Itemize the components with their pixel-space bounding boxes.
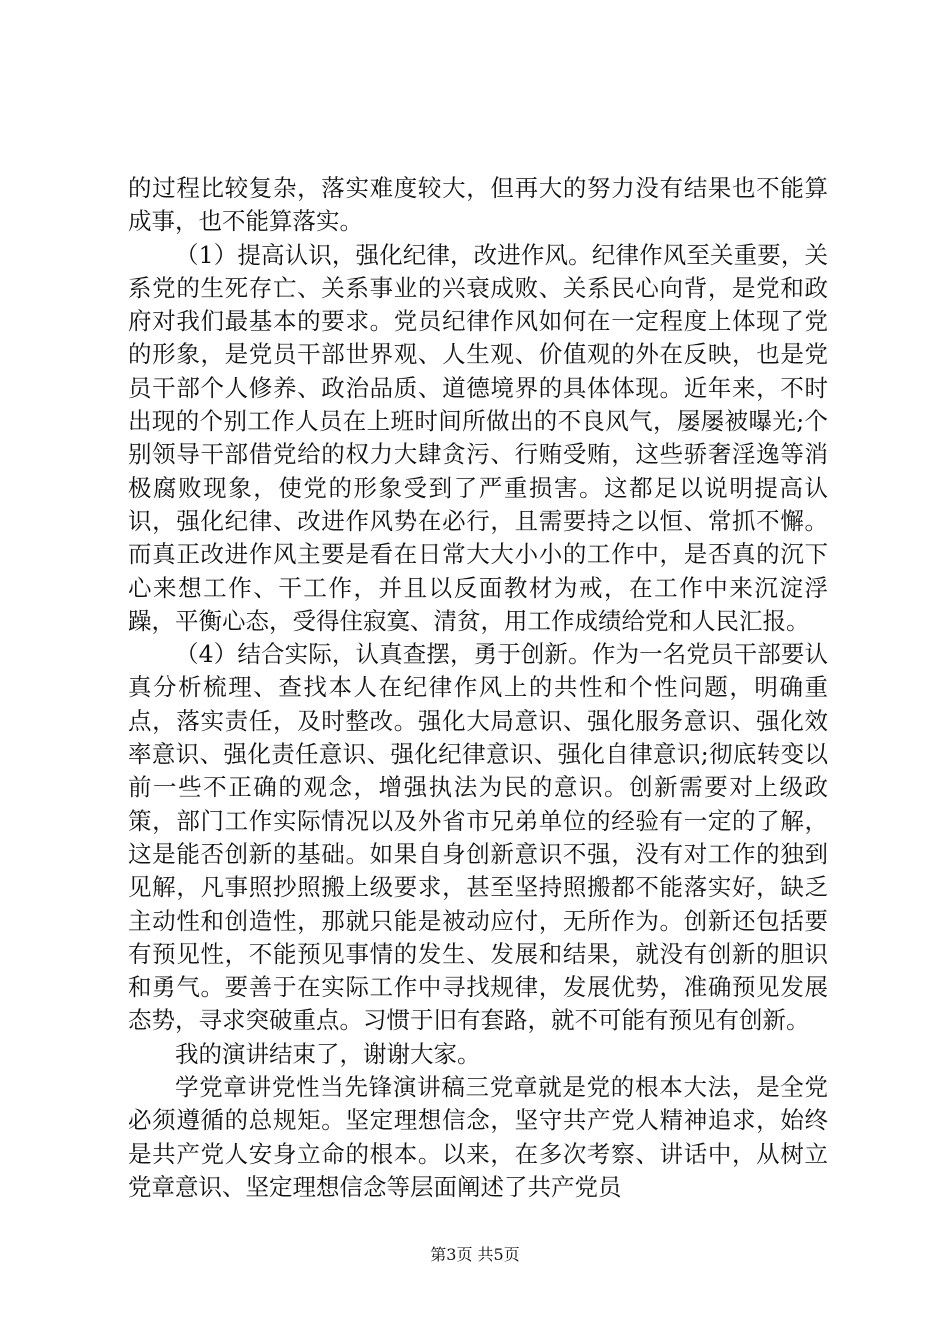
paragraph-discipline: （1）提高认识，强化纪律，改进作风。纪律作风至关重要，关系党的生死存亡、关系事业的兴衰成败、关系民心向背，是党和政府对我们最基本的要求。党员纪律作风如何在一定程度上体现了党的形象，是党员干部世界观、人生观、价值观的外在反映，也是党员干部个人修养、政治品质、道德境界的具体体现。近年来，不时出现的个别工作人员在上班时间所做出的不良风气，屡屡被曝光;个别领导干部借党给的权力大肆贪污、行贿受贿，这些骄奢淫逸等消极腐败现象，使党的形象受到了严重损害。这都足以说明提高认识，强化纪律、改进作风势在必行，且需要持之以恒、常抓不懈。而真正改进作风主要是看在日常大大小小的工作中，是否真的沉下心来想工作、干工作，并且以反面教材为戒，在工作中来沉淀浮躁，平衡心态，受得住寂寞、清贫，用工作成绩给党和人民汇报。 — [128, 240, 828, 635]
page-number-footer: 第3页 共5页 — [430, 1245, 520, 1264]
paragraph-closing: 我的演讲结束了，谢谢大家。 — [175, 1039, 481, 1068]
paragraph-innovation: （4）结合实际，认真查摆，勇于创新。作为一名党员干部要认真分析梳理、查找本人在纪律作风上的共性和个性问题，明确重点，落实责任，及时整改。强化大局意识、强化服务意识、强化效率意识、强化责任意识、强化纪律意识、强化自律意识;彻底转变以前一些不正确的观念，增强执法为民的意识。创新需要对上级政策，部门工作实际情况以及外省市兄弟单位的经验有一定的了解，这是能否创新的基础。如果自身创新意识不强，没有对工作的独到见解，凡事照抄照搬上级要求，甚至坚持照搬都不能落实好，缺乏主动性和创造性，那就只能是被动应付，无所作为。创新还包括要有预见性，不能预见事情的发生、发展和结果，就没有创新的胆识和勇气。要善于在实际工作中寻找规律，发展优势，准确预见发展态势，寻求突破重点。习惯于旧有套路，就不可能有预见有创新。 — [128, 640, 828, 1035]
paragraph-speech-three: 学党章讲党性当先锋演讲稿三党章就是党的根本大法，是全党必须遵循的总规矩。坚定理想信念，坚守共产党人精神追求，始终是共产党人安身立命的根本。以来，在多次考察、讲话中，从树立党章意识、坚定理想信念等层面阐述了共产党员 — [128, 1073, 828, 1201]
paragraph-continuation: 的过程比较复杂，落实难度较大，但再大的努力没有结果也不能算成事，也不能算落实。 — [128, 174, 828, 236]
document-body — [128, 172, 828, 1204]
